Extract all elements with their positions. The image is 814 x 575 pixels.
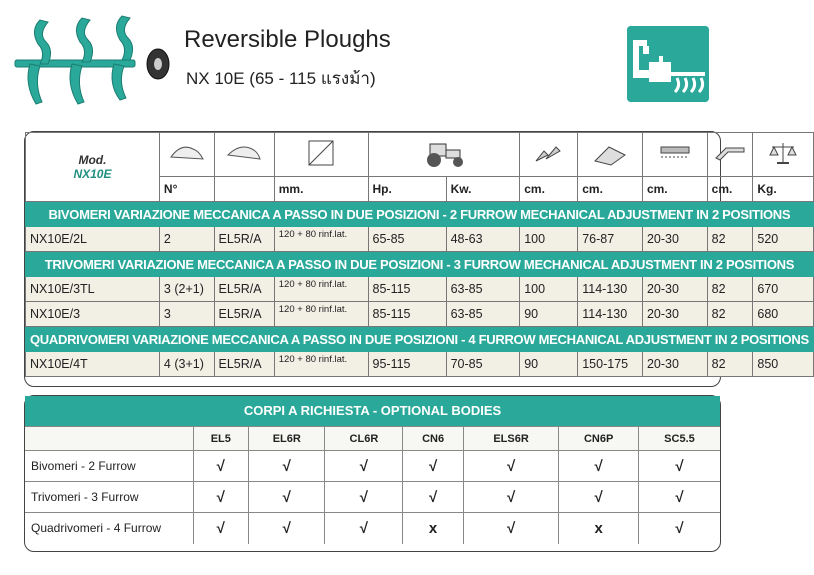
table-cell: 20-30 [642,302,707,327]
unit-cell: Kw. [446,177,520,202]
table-cell: 3 (2+1) [159,277,214,302]
table-cell: 100 [520,277,578,302]
column-header: EL5 [193,427,249,451]
availability-mark: √ [463,451,559,482]
table-cell: 82 [707,227,753,252]
table-cell: 150-175 [578,352,643,377]
tractor-icon [368,133,520,177]
availability-mark: √ [463,513,559,544]
unit-cell: cm. [520,177,578,202]
table-cell: 82 [707,302,753,327]
table-cell: 20-30 [642,277,707,302]
availability-mark: x [403,513,463,544]
table-cell: NX10E/3 [26,302,160,327]
clearance-icon [642,133,707,177]
section-header-2-furrow [26,202,814,227]
corner-cell [25,427,193,451]
row-label: Trivomeri - 3 Furrow [25,482,193,513]
availability-mark: √ [249,513,325,544]
availability-mark: √ [193,482,249,513]
availability-mark: x [559,513,639,544]
availability-mark: √ [638,482,720,513]
table-cell: 670 [753,277,813,302]
table-cell: 95-115 [368,352,446,377]
availability-mark: √ [463,482,559,513]
availability-mark: √ [403,451,463,482]
table-cell: 76-87 [578,227,643,252]
table-cell: 90 [520,352,578,377]
section-title: BIVOMERI VARIAZIONE MECCANICA A PASSO IN DUE POSIZIONI - 2 FURROW MECHANICAL ADJUSTMENT IN 2 POSITIONS [26,202,814,227]
unit-cell: cm. [707,177,753,202]
table-cell: EL5R/A [214,277,274,302]
unit-cell: Hp. [368,177,446,202]
furrow-icon [520,133,578,177]
body-shape-icon [214,133,274,177]
availability-mark: √ [559,482,639,513]
table-cell: EL5R/A [214,227,274,252]
table-row [26,227,814,252]
table-cell: 20-30 [642,352,707,377]
unit-cell: Kg. [753,177,813,202]
optional-bodies-title: CORPI A RICHIESTA - OPTIONAL BODIES [25,396,720,426]
page-subtitle: NX 10E (65 - 115 แรงม้า) [186,69,376,88]
table-cell: NX10E/4T [26,352,160,377]
row-label: Bivomeri - 2 Furrow [25,451,193,482]
frame-icon [707,133,753,177]
brand-logo [627,26,709,102]
scale-icon [753,133,813,177]
table-cell: 114-130 [578,302,643,327]
table-row [26,352,814,377]
table-cell: 48-63 [446,227,520,252]
table-row [25,482,720,513]
table-row [25,451,720,482]
table-cell: 85-115 [368,277,446,302]
table-cell: 114-130 [578,277,643,302]
plough-hero-illustration [10,8,175,118]
table-cell: 120 + 80 rinf.lat. [274,227,368,252]
table-cell: 680 [753,302,813,327]
body-shape-icon [159,133,214,177]
availability-mark: √ [559,451,639,482]
table-cell: 850 [753,352,813,377]
model-label: Mod. [78,153,107,167]
table-cell: 2 [159,227,214,252]
unit-cell: N° [159,177,214,202]
availability-mark: √ [325,482,403,513]
table-cell: 70-85 [446,352,520,377]
depth-icon [578,133,643,177]
row-label: Quadrivomeri - 4 Furrow [25,513,193,544]
column-header: SC5.5 [638,427,720,451]
column-header: CN6 [403,427,463,451]
table-cell: 65-85 [368,227,446,252]
width-diagram-icon [274,133,368,177]
unit-cell: cm. [642,177,707,202]
unit-cell: cm. [578,177,643,202]
spec-table [24,131,809,387]
availability-mark: √ [193,451,249,482]
column-header: EL6R [249,427,325,451]
table-row [26,277,814,302]
table-cell: 63-85 [446,302,520,327]
availability-mark: √ [638,451,720,482]
icon-header-row [26,133,814,177]
optional-bodies-table [24,395,721,552]
table-cell: 100 [520,227,578,252]
table-cell: 82 [707,277,753,302]
section-header-3-furrow [26,252,814,277]
section-title: QUADRIVOMERI VARIAZIONE MECCANICA A PASSO IN DUE POSIZIONI - 4 FURROW MECHANICAL ADJUSTMENT IN 2 POSITIONS [26,327,814,352]
table-cell: 85-115 [368,302,446,327]
table-row [25,513,720,544]
column-header: CN6P [559,427,639,451]
availability-mark: √ [403,482,463,513]
table-cell: 120 + 80 rinf.lat. [274,277,368,302]
table-cell: 120 + 80 rinf.lat. [274,352,368,377]
table-cell: 90 [520,302,578,327]
optional-columns-row [25,427,720,451]
availability-mark: √ [325,451,403,482]
table-cell: EL5R/A [214,302,274,327]
column-header: CL6R [325,427,403,451]
unit-cell: mm. [274,177,368,202]
page-title: Reversible Ploughs [184,26,391,53]
table-cell: 63-85 [446,277,520,302]
table-cell: NX10E/3TL [26,277,160,302]
availability-mark: √ [638,513,720,544]
section-title: TRIVOMERI VARIAZIONE MECCANICA A PASSO IN DUE POSIZIONI - 3 FURROW MECHANICAL ADJUSTMENT IN 2 POSITIONS [26,252,814,277]
unit-cell [214,177,274,202]
table-cell: 4 (3+1) [159,352,214,377]
availability-mark: √ [193,513,249,544]
table-cell: 520 [753,227,813,252]
table-cell: 82 [707,352,753,377]
table-cell: 120 + 80 rinf.lat. [274,302,368,327]
availability-mark: √ [325,513,403,544]
section-header-4-furrow [26,327,814,352]
table-row [26,302,814,327]
table-cell: 3 [159,302,214,327]
column-header: ELS6R [463,427,559,451]
table-cell: NX10E/2L [26,227,160,252]
table-cell: EL5R/A [214,352,274,377]
table-cell: 20-30 [642,227,707,252]
availability-mark: √ [249,482,325,513]
model-header-cell [26,133,160,202]
availability-mark: √ [249,451,325,482]
model-value: NX10E [73,167,112,181]
